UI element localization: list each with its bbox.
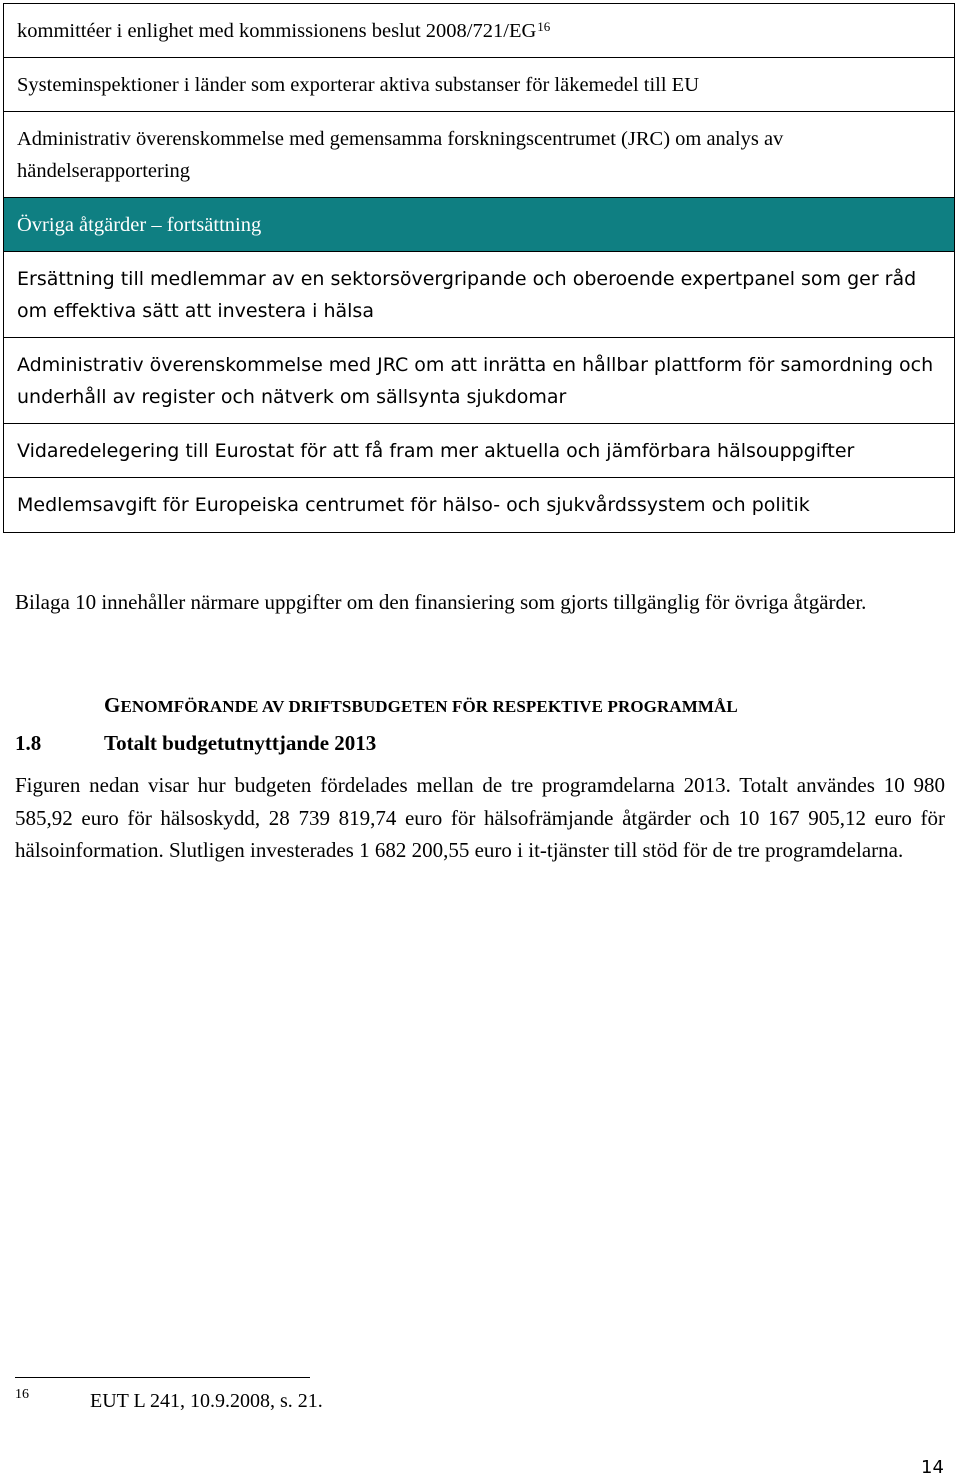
subsection-number: 1.8 xyxy=(15,731,42,755)
table-section-title: Övriga åtgärder – fortsättning xyxy=(17,213,262,236)
subsection-heading xyxy=(15,731,376,756)
footnote-reference[interactable]: 16 xyxy=(537,18,551,34)
table-cell-text: kommittéer i enlighet med kommissionens beslut 2008/721/EG xyxy=(17,19,537,42)
table-cell-text: Ersättning till medlemmar av en sektorsövergripande och oberoende expertpanel som ger råd om effektiva sätt att investera i hälsa xyxy=(17,267,917,322)
table-row xyxy=(4,58,954,112)
table-cell-text: Vidaredelegering till Eurostat för att få fram mer aktuella och jämförbara hälsouppgifter xyxy=(17,439,855,462)
table-cell-text: Administrativ överenskommelse med JRC om att inrätta en hållbar plattform för samordning och underhåll av register och nätverk om sällsynta sjukdomar xyxy=(17,353,934,408)
section-heading-initial: G xyxy=(104,693,121,717)
page-number: 14 xyxy=(921,1457,944,1478)
table-cell-text: Medlemsavgift för Europeiska centrumet för hälso- och sjukvårdssystem och politik xyxy=(17,494,810,516)
actions-table xyxy=(3,3,955,533)
table-section-header xyxy=(4,198,954,252)
table-cell-text: Systeminspektioner i länder som exporterar aktiva substanser för läkemedel till EU xyxy=(17,73,700,96)
budget-paragraph: Figuren nedan visar hur budgeten fördelades mellan de tre programdelarna 2013. Totalt användes 10 980 585,92 euro för hälsoskydd, 28 739 819,74 euro för hälsofrämjande åtgärder och 10 167 905,12 euro för hälsoinformation. Slutligen investerades 1 682 200,55 euro i it-tjänster till stöd för de tre programdelarna. xyxy=(15,773,945,862)
footnote-text: EUT L 241, 10.9.2008, s. 21. xyxy=(90,1390,323,1412)
annex-paragraph: Bilaga 10 innehåller närmare uppgifter om den finansiering som gjorts tillgänglig för övriga åtgärder. xyxy=(15,590,867,614)
footnote-separator xyxy=(15,1377,310,1378)
table-row xyxy=(4,338,954,424)
footnote-mark: 16 xyxy=(15,1387,29,1402)
section-heading-rest: ENOMFÖRANDE AV DRIFTSBUDGETEN FÖR RESPEKTIVE PROGRAMMÅL xyxy=(120,697,738,716)
subsection-title: Totalt budgetutnyttjande 2013 xyxy=(104,731,377,755)
table-row xyxy=(4,112,954,198)
table-cell-text: Administrativ överenskommelse med gemensamma forskningscentrumet (JRC) om analys av händelserapportering xyxy=(17,127,784,182)
table-row xyxy=(4,478,954,532)
table-row xyxy=(4,4,954,58)
table-row xyxy=(4,252,954,338)
table-row xyxy=(4,424,954,478)
section-heading xyxy=(104,693,738,718)
